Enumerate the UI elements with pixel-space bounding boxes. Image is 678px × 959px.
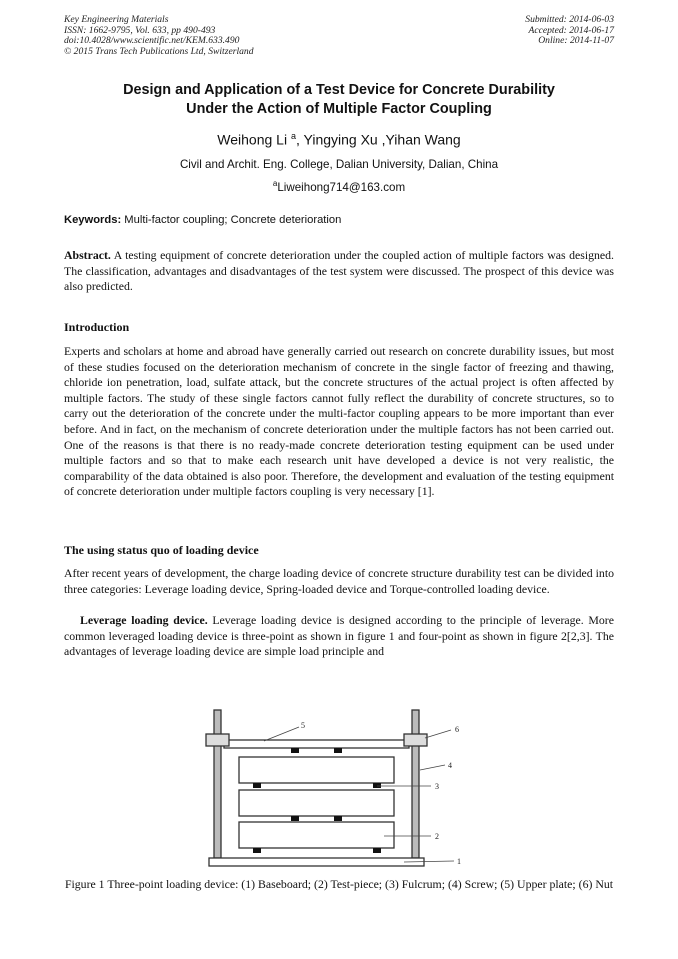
label-4: 4 (448, 761, 452, 770)
email-superscript: a (272, 179, 278, 188)
fulcrum (253, 783, 261, 788)
test-piece-top (239, 757, 394, 783)
right-nut (404, 734, 427, 746)
status-text: After recent years of development, the charge loading device of concrete structure durability test can be divided into three categories: Leverage loading device, Spring-loaded device and Torque-controlled loading device. (64, 566, 614, 596)
paper-title (64, 81, 614, 118)
other-authors: , Yingying Xu ,Yihan Wang (295, 131, 461, 148)
keywords-text: Multi-factor coupling; Concrete deterioration (121, 214, 342, 226)
affiliation: Civil and Archit. Eng. College, Dalian University, Dalian, China (179, 158, 499, 171)
journal-name: Key Engineering Materials (64, 14, 169, 25)
fulcrum (373, 783, 381, 788)
copyright: © 2015 Trans Tech Publications Ltd, Switzerland (64, 45, 254, 57)
left-nut (206, 734, 229, 746)
leverage-text: Leverage loading device is designed according to the principle of leverage. More common leveraged loading device is three-point as shown in figure 1 and four-point as shown in figure 2[2,3]. The advantages of leverage loading device are simple load principle and (64, 613, 614, 659)
issn: ISSN: 1662-9795, Vol. 633, pp 490-493 (64, 24, 216, 36)
authors (64, 131, 614, 148)
upper-plate (224, 740, 409, 748)
abstract-text: A testing equipment of concrete deterioration under the coupled action of multiple factors was designed. The classification, advantages and disadvantages of the test system were discussed. The prospect of this device was also predicted. (64, 248, 614, 294)
author-1: Weihong Li (217, 131, 288, 148)
fulcrum (334, 748, 342, 753)
fulcrum (291, 816, 299, 821)
doi: doi:10.4028/www.scientific.net/KEM.633.490 (64, 35, 240, 47)
label-3: 3 (435, 782, 439, 791)
submitted-date: Submitted: 2014-06-03 (525, 14, 614, 25)
accepted-date: Accepted: 2014-06-17 (528, 24, 614, 36)
keywords-label: Keywords: (64, 214, 122, 226)
left-screw (214, 710, 221, 858)
journal-metadata (64, 15, 254, 57)
fulcrum (291, 748, 299, 753)
abstract (64, 248, 614, 295)
label-5: 5 (301, 721, 305, 730)
leader-6 (425, 730, 451, 738)
title-line-2: Under the Action of Multiple Factor Coupling (186, 100, 492, 117)
label-6: 6 (455, 725, 459, 734)
status-heading: The using status quo of loading device (64, 543, 259, 557)
fulcrum (373, 848, 381, 853)
fulcrum (334, 816, 342, 821)
leader-4 (420, 765, 445, 770)
test-piece-middle (239, 790, 394, 816)
label-2: 2 (435, 832, 439, 841)
author-email (64, 179, 614, 194)
title-line-1: Design and Application of a Test Device for Concrete Durability (123, 82, 555, 98)
figure-1-caption: Figure 1 Three-point loading device: (1) Baseboard; (2) Test-piece; (3) Fulcrum; (4) Screw; (5) Upper plate; (6) Nut (64, 877, 614, 891)
email-address: Liweihong714@163.com (277, 180, 406, 194)
fulcrum (253, 848, 261, 853)
introduction-text: Experts and scholars at home and abroad have generally carried out research on concrete durability issues, but most of these studies focused on the deterioration mechanism of concrete in the single factor of freezing and thawing, chloride ion penetration, load, sulfate attack, but the concrete structures of the actual project is often affected by multiple factors. The study of these single factors cannot fully reflect the durability of concrete structures, so to carry out the deterioration of the concrete under the multi-factor coupling appears to be more important than ever before. And in fact, on the mechanism of concrete deterioration under the multiple factors has not been carried out. One of the reasons is that there is no ready-made concrete deterioration testing equipment can be used under multiple factors and so that to make each research unit have developed a device is not very realistic, the comparability of the data obtained is also poor. Therefore, the development and evaluation of the testing equipment of concrete deterioration under multiple factors coupling is very necessary [1]. (64, 344, 614, 499)
leverage-paragraph (64, 613, 614, 660)
introduction-heading: Introduction (64, 320, 130, 334)
label-1: 1 (457, 857, 461, 866)
abstract-label: Abstract. (64, 248, 111, 262)
leverage-label: Leverage loading device. (80, 613, 208, 627)
test-piece-bottom (239, 822, 394, 848)
figure-1-diagram (199, 700, 479, 870)
keywords (64, 214, 614, 226)
baseboard (209, 858, 424, 866)
leader-5 (264, 727, 299, 741)
online-date: Online: 2014-11-07 (538, 35, 614, 47)
publication-dates (525, 15, 614, 47)
author-1-superscript: a (290, 131, 296, 141)
